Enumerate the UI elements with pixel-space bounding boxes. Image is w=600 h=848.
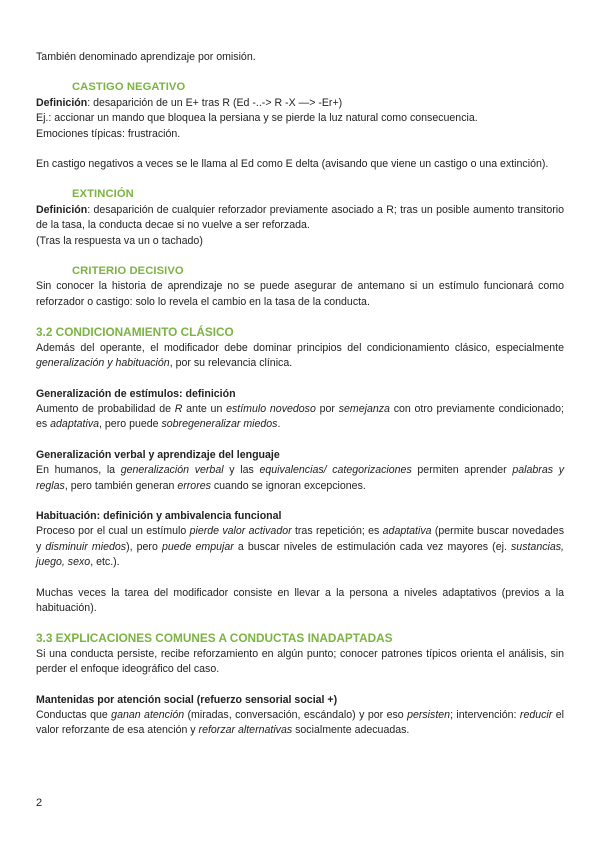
section-3-2	[36, 325, 564, 616]
definition-text: : desaparición de cualquier reforzador previamente asociado a R; tras un posible aumento transitorio de la tasa, la conducta decae si no vuelve a ser reforzada.	[36, 203, 564, 232]
section-3-3-intro: Si una conducta persiste, recibe reforzamiento en algún punto; conocer patrones típicos orienta el análisis, sin perder el enfoque ideográfico del caso.	[36, 647, 564, 676]
habituacion-note: Muchas veces la tarea del modificador consiste en llevar a la persona a niveles adaptativos (previos a la habituación).	[36, 586, 564, 614]
atencion-social-heading: Mantenidas por atención social (refuerzo sensorial social +)	[36, 693, 338, 706]
section-3-2-intro: Además del operante, el modificador debe dominar principios del condicionamiento clásico, especialmente generalización y habituación, por su relevancia clínica.	[36, 341, 564, 370]
generalizacion-verbal-heading: Generalización verbal y aprendizaje del lenguaje	[36, 448, 280, 461]
generalizacion-text: Aumento de probabilidad de R ante un estímulo novedoso por semejanza con otro previamente condicionado; es adaptativa, pero puede sobregeneralizar miedos.	[36, 402, 564, 431]
generalizacion-verbal-text: En humanos, la generalización verbal y las equivalencias/ categorizaciones permiten aprender palabras y reglas, pero también generan errores cuando se ignoran excepciones.	[36, 464, 564, 492]
castigo-negativo-emotions: Emociones típicas: frustración.	[36, 127, 181, 140]
definition-label: Definición	[36, 203, 88, 216]
criterio-section	[36, 264, 564, 310]
habituacion-heading: Habituación: definición y ambivalencia funcional	[36, 509, 282, 522]
extincion-note: (Tras la respuesta va un o tachado)	[36, 234, 203, 247]
definition-text: : desaparición de un E+ tras R (Ed -..-> R -X —> -Er+)	[87, 96, 343, 109]
intro-paragraph: También denominado aprendizaje por omisión.	[36, 51, 256, 63]
extincion-definition	[36, 203, 564, 234]
extincion-section	[36, 187, 564, 249]
page-number: 2	[36, 797, 43, 809]
section-3-2-title: 3.2 CONDICIONAMIENTO CLÁSICO	[36, 325, 234, 340]
criterio-title: CRITERIO DECISIVO	[72, 265, 184, 278]
definition-label: Definición	[36, 96, 88, 109]
document-page	[36, 50, 564, 739]
section-3-3-title: 3.3 EXPLICACIONES COMUNES A CONDUCTAS INADAPTADAS	[36, 631, 393, 646]
castigo-negativo-title: CASTIGO NEGATIVO	[72, 81, 186, 94]
castigo-negativo-section	[36, 80, 564, 172]
castigo-negativo-definition	[36, 96, 564, 111]
habituacion-text: Proceso por el cual un estímulo pierde valor activador tras repetición; es adaptativa (permite buscar novedades y disminuir miedos), pero puede empujar a buscar niveles de estimulación cada vez mayores (ej. sustancias, juego, sexo, etc.).	[36, 525, 564, 569]
section-3-3	[36, 631, 564, 738]
extincion-title: EXTINCIÓN	[72, 188, 134, 201]
atencion-social-text: Conductas que ganan atención (miradas, conversación, escándalo) y por eso persisten; intervención: reducir el valor reforzante de esa atención y reforzar alternativas socialmente adecuadas.	[36, 709, 564, 737]
criterio-text: Sin conocer la historia de aprendizaje no se puede asegurar de antemano si un estímulo funcionará como reforzador o castigo: solo lo revela el cambio en la tasa de la conducta.	[36, 280, 564, 308]
castigo-negativo-note: En castigo negativos a veces se le llama al Ed como E delta (avisando que viene un castigo o una extinción).	[36, 158, 549, 171]
generalizacion-heading: Generalización de estímulos: definición	[36, 387, 236, 400]
castigo-negativo-example: Ej.: accionar un mando que bloquea la persiana y se pierde la luz natural como consecuencia.	[36, 112, 478, 125]
